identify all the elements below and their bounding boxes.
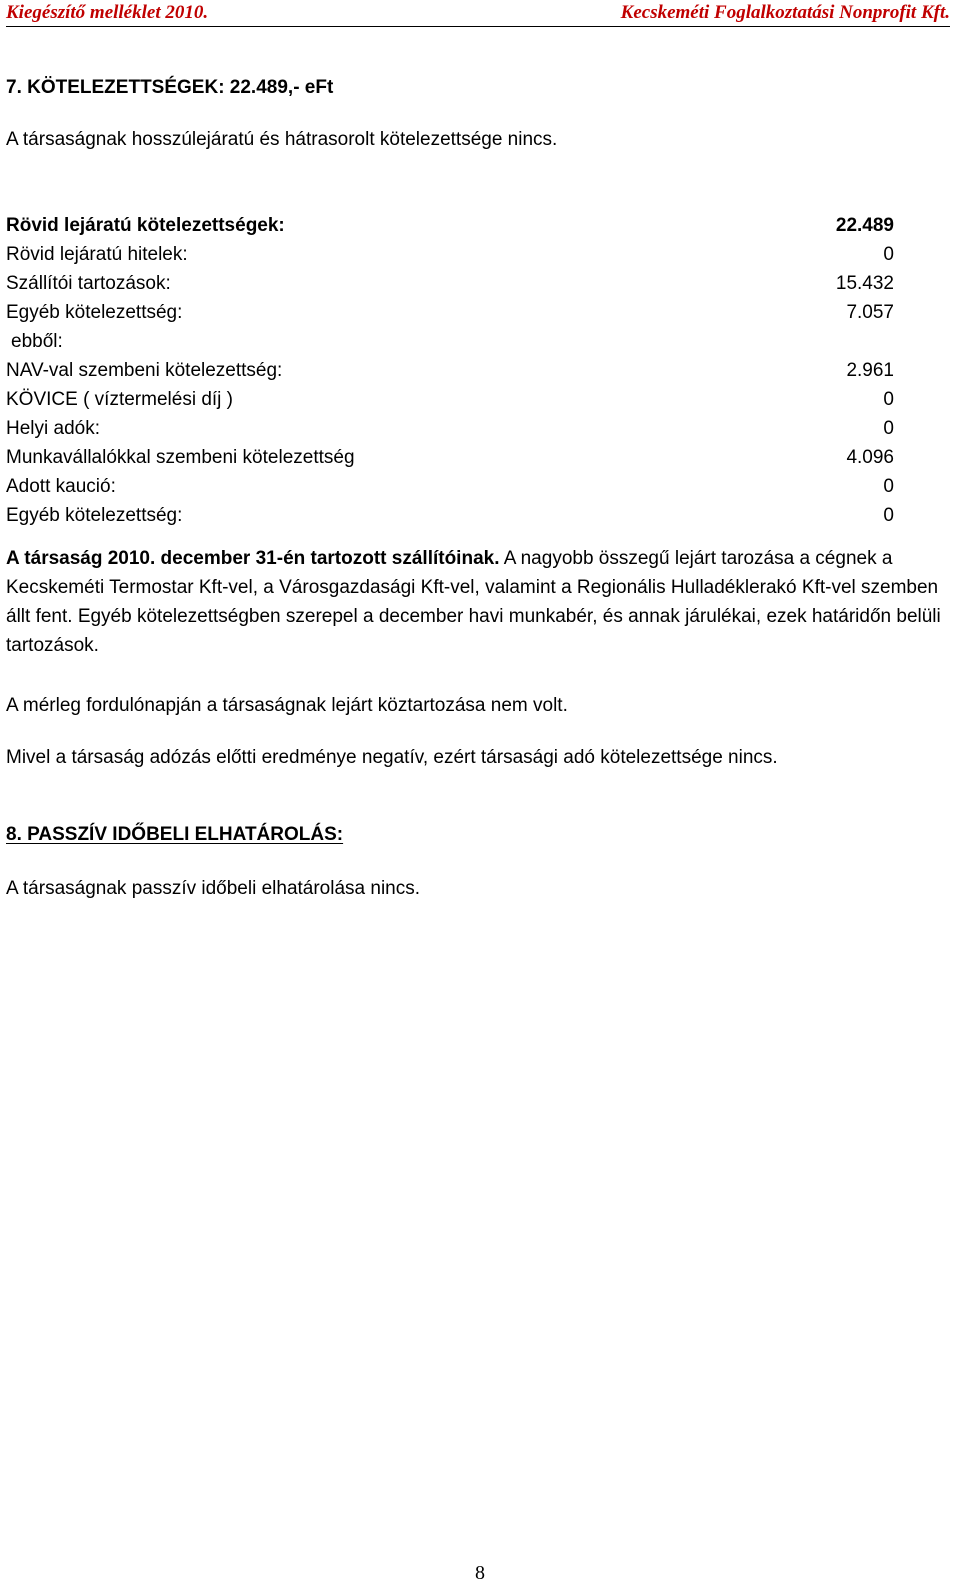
section-8-text: A társaságnak passzív időbeli elhatárolása nincs.	[6, 878, 421, 899]
liab-value: 0	[883, 389, 894, 410]
suppliers-paragraph	[6, 544, 946, 660]
liabilities-list	[6, 214, 894, 533]
liab-value: 0	[883, 418, 894, 439]
liab-label: Munkavállalókkal szembeni kötelezettség	[6, 447, 355, 468]
tax-paragraph: Mivel a társaság adózás előtti eredménye negatív, ezért társasági adó kötelezettsége nincs.	[6, 747, 778, 768]
liab-row	[6, 359, 894, 388]
section-7-heading: 7. KÖTELEZETTSÉGEK: 22.489,- eFt	[6, 77, 334, 98]
page-number: 8	[475, 1562, 485, 1584]
liab-label: Adott kaució:	[6, 476, 116, 497]
balance-sheet-paragraph: A mérleg fordulónapján a társaságnak lejárt köztartozása nem volt.	[6, 695, 568, 716]
section-7-intro: A társaságnak hosszúlejáratú és hátrasorolt kötelezettsége nincs.	[6, 129, 558, 150]
page-header	[6, 2, 950, 27]
liab-row	[6, 272, 894, 301]
liab-label: ebből:	[11, 331, 63, 352]
suppliers-paragraph-rest: A nagyobb összegű lejárt tarozása a cégnek a Kecskeméti Termostar Kft-vel, a Városgazdasági Kft-vel, valamint a Regionális Hulladéklerakó Kft-vel szemben állt fent. Egyéb kötelezettségben szerepel a december havi munkabér, és annak járulékai, ezek határidőn belüli tartozások.	[6, 548, 941, 656]
liab-label: Egyéb kötelezettség:	[6, 505, 183, 526]
liab-label: Szállítói tartozások:	[6, 273, 171, 294]
liab-row	[6, 243, 894, 272]
liab-label: NAV-val szembeni kötelezettség:	[6, 360, 283, 381]
liab-label: Egyéb kötelezettség:	[6, 302, 183, 323]
liab-row	[6, 417, 894, 446]
liab-row	[6, 446, 894, 475]
liab-row	[6, 475, 894, 504]
liab-label: Rövid lejáratú hitelek:	[6, 244, 188, 265]
liab-value: 0	[883, 244, 894, 265]
liab-label: KÖVICE ( víztermelési díj )	[6, 389, 233, 410]
liab-value: 22.489	[835, 215, 894, 236]
liab-row-total	[6, 214, 894, 243]
liab-value: 15.432	[835, 273, 894, 294]
liab-value: 2.961	[846, 360, 894, 381]
liab-row-subheading	[6, 330, 894, 359]
liab-value: 0	[883, 476, 894, 497]
liab-value: 0	[883, 505, 894, 526]
suppliers-paragraph-bold: A társaság 2010. december 31-én tartozott szállítóinak.	[6, 548, 500, 569]
liab-label: Rövid lejáratú kötelezettségek:	[6, 215, 285, 236]
header-left-title: Kiegészítő melléklet 2010.	[6, 2, 209, 23]
header-right-title: Kecskeméti Foglalkoztatási Nonprofit Kft.	[620, 2, 950, 23]
liab-row	[6, 504, 894, 533]
liab-row	[6, 301, 894, 330]
liab-value: 7.057	[846, 302, 894, 323]
liab-label: Helyi adók:	[6, 418, 100, 439]
liab-row	[6, 388, 894, 417]
section-8-heading: 8. PASSZÍV IDŐBELI ELHATÁROLÁS:	[6, 824, 344, 845]
liab-value: 4.096	[846, 447, 894, 468]
